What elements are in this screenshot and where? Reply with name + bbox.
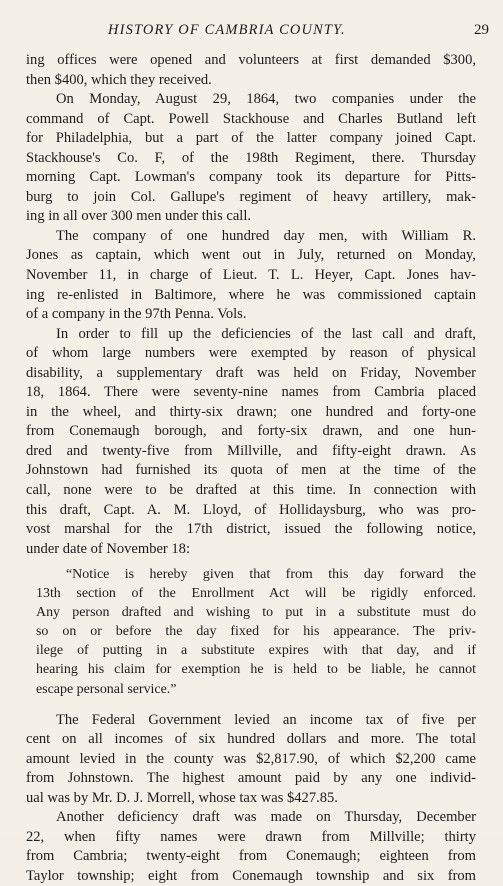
text-line: ual was by Mr. D. J. Morrell, whose tax was $427.85. xyxy=(26,789,338,806)
text-line: burg to join Col. Gallupe's regiment of heavy artillery, mak- xyxy=(26,188,476,205)
text-line: from Johnstown. The highest amount paid by any one individ- xyxy=(26,770,476,787)
text-line: Taylor township; eight from Conemaugh township and six from xyxy=(26,867,476,884)
text-line: November 11, in charge of Lieut. T. L. Heyer, Capt. Jones hav- xyxy=(26,267,476,284)
quote-line: “Notice is hereby given that from this day forward the xyxy=(66,567,476,583)
quote-line: hearing his claim for exemption he is held to be liable, he cannot xyxy=(36,662,476,678)
text-line: in the wheel, and thirty-six drawn; one hundred and forty-one xyxy=(26,403,476,420)
text-line: from Conemaugh borough, and forty-six drawn, and one hun- xyxy=(26,423,476,440)
paragraph-start: The Federal Government levied an income tax of five per xyxy=(56,711,476,728)
paragraph-start: Another deficiency draft was made on Thursday, December xyxy=(56,809,476,826)
text-line: call, none were to be drafted at this time. In connection with xyxy=(26,482,476,499)
text-line: amount levied in the county was $2,817.90, of which $2,200 came xyxy=(26,750,476,767)
paragraph-start: In order to fill up the deficiencies of the last call and draft, xyxy=(56,325,476,342)
quote-line: 13th section of the Enrollment Act will be rigidly enforced. xyxy=(36,586,476,602)
quote-line: escape personal service.” xyxy=(36,681,177,697)
running-title: HISTORY OF CAMBRIA COUNTY. xyxy=(108,22,346,38)
text-line: cent on all incomes of six hundred dollars and more. The total xyxy=(26,731,476,748)
text-line: vost marshal for the 17th district, issued the following notice, xyxy=(26,521,476,538)
text-line: 18, 1864. There were seventy-nine names from Cambria placed xyxy=(26,384,476,401)
text-line: 22, when fifty names were drawn from Millville; thirty xyxy=(26,828,476,845)
text-line: morning Capt. Lowman's company took its departure for Pitts- xyxy=(26,169,476,186)
page-number: 29 xyxy=(474,22,489,38)
text-line: Jones as captain, which went out in July, returned on Monday, xyxy=(26,247,476,264)
spacer xyxy=(26,699,476,711)
text-line: from Cambria; twenty-eight from Conemaugh; eighteen from xyxy=(26,848,476,865)
quote-line: Any person drafted and wishing to put in a substitute must do xyxy=(36,605,476,621)
text-line: dred and twenty-five from Millville, and fifty-eight drawn. As xyxy=(26,442,476,459)
text-line: ing offices were opened and volunteers at first demanded $300, xyxy=(26,52,476,68)
text-line: Johnstown had furnished its quota of men at the time of the xyxy=(26,462,476,479)
text-line: of a company in the 97th Penna. Vols. xyxy=(26,306,247,323)
text-line: Stackhouse's Co. F, of the 198th Regiment, there. Thursday xyxy=(26,149,476,166)
paragraph-start: The company of one hundred day men, with William R. xyxy=(56,227,476,244)
text-line: under date of November 18: xyxy=(26,540,191,557)
text-line: this draft, Capt. A. M. Lloyd, of Hollidaysburg, who was pro- xyxy=(26,501,476,518)
paragraph-start: On Monday, August 29, 1864, two companies under the xyxy=(56,91,476,108)
text-line: disability, a supplementary draft was held on Friday, November xyxy=(26,364,476,381)
text-line: command of Capt. Powell Stackhouse and Charles Butland left xyxy=(26,110,476,127)
text-line: then $400, which they received. xyxy=(26,71,212,88)
text-line: of whom large numbers were exempted by reason of physical xyxy=(26,345,476,362)
block-quote xyxy=(36,565,476,698)
quote-line: ilege of putting in a substitute expires with that day, and if xyxy=(36,643,476,659)
quote-line: so on or before the day fixed for his appearance. The priv- xyxy=(36,624,476,640)
text-line: ing in all over 300 men under this call. xyxy=(26,208,252,225)
text-line: for Philadelphia, but a part of the latter company joined Capt. xyxy=(26,130,476,147)
text-line: ing re-enlisted in Baltimore, where he was commissioned captain xyxy=(26,286,476,303)
body-text xyxy=(26,51,476,886)
